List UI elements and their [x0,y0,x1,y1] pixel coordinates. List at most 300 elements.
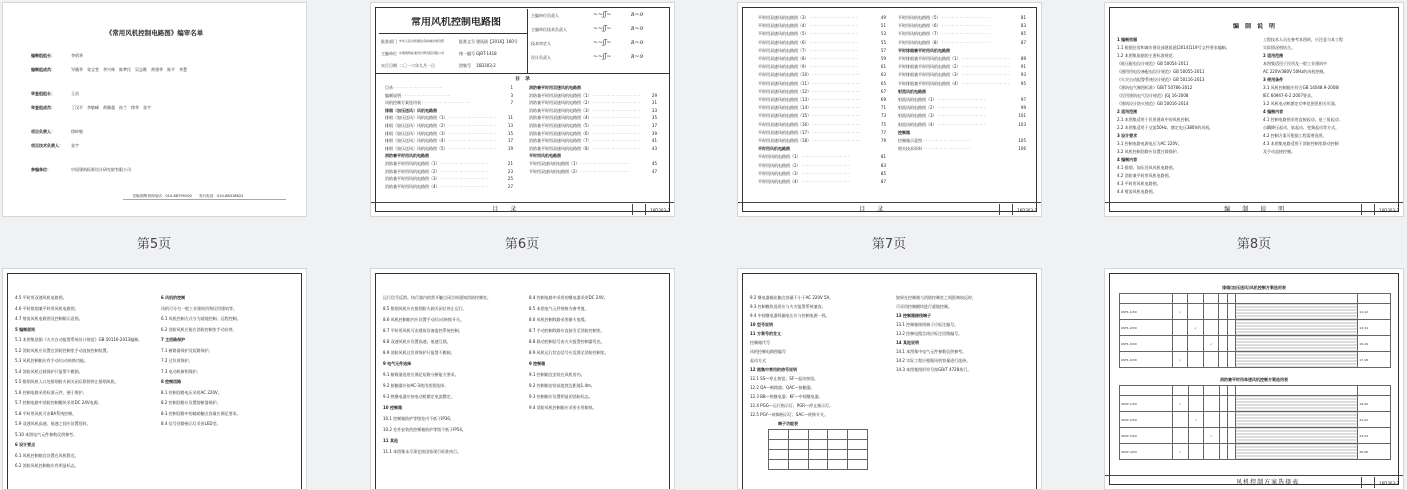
p6-toc-item[interactable] [385,161,513,166]
p7-toc-item[interactable] [758,130,886,135]
p7-tb-code: 16D303-2 [1017,208,1037,213]
p11-text-line: 10 型号说明 [750,322,773,327]
p11-text-line: 14.2 实际工程应根据风机容量进行选择。 [896,358,971,363]
p7-toc-item[interactable] [898,31,1026,36]
p6-toc-item[interactable] [385,100,513,105]
p5-roster-value: 丁汉平 李敏峰 黄顺超 孙兰 徐华 张宇 [71,105,151,110]
p11-text-line: 12 图集中常用的信号说明 [750,367,797,372]
p12t1-table-row[interactable] [1120,336,1391,352]
p7-toc-leader: · · · · · · · · · · · · · · · · · · · [811,80,860,86]
p7-toc-item[interactable] [758,105,886,110]
page-label-6[interactable]: 第6页 [504,237,540,252]
p7-toc-item-page: 77 [880,129,886,135]
p6-toc-item-page: 13 [507,123,513,128]
p6-toc-item-title: 排烟（加压送风）风机电路图 [385,107,437,113]
p8-text-line: 4.4 射流风机电路图。 [1117,189,1157,194]
p8-text-line: 4.2 消防兼平时用风机电路图。 [1117,173,1173,178]
p7-toc-item[interactable] [758,23,886,28]
p7-toc-item[interactable] [758,81,886,86]
p10-text-line: 9.3 控制箱应设置明显的消防标志。 [529,394,593,399]
p7-toc-item[interactable] [898,56,1026,61]
p12t2-table-row[interactable] [1120,412,1391,428]
p6-toc-item[interactable] [385,108,513,113]
p6-role-label: 技术审定人 [531,41,551,46]
p10-text-line: 8.6 风机控制箱内应设置手动/自动转换开关。 [383,317,464,322]
p7-toc-item-page: 49 [880,15,886,20]
p7-toc-item[interactable] [758,15,886,20]
p7-toc-item[interactable] [758,146,886,151]
p11-text-line: 13.2 控制电缆芯线应标注回路编号。 [896,331,963,336]
p12t2-scheme-code: XKXF-1/XX [1120,396,1173,412]
p6-toc-item[interactable] [529,138,657,143]
p7-toc-leader: · · · · · · · · · · · · · · · · · · · [808,56,857,61]
p7-toc-leader: · · · · · · · · · · · · · · · · · · · [960,72,1009,78]
p12t1-check-cell [1188,352,1204,368]
p6-toc-item[interactable] [385,153,513,158]
p12t2-check-cell: ✓ [1173,396,1188,412]
p7-toc-item[interactable] [758,56,886,61]
p6-toc-leader: · · · · · · · · · · · · · · · · · · · [591,123,640,128]
p12t2-table-head-cell [1358,386,1391,396]
p6-toc-item-page: 11 [507,115,513,121]
p7-toc-item[interactable] [898,48,1026,53]
p12t2-check-cell [1219,428,1227,444]
p12t2-page-cell: 23,24 [1358,428,1391,444]
p6-toc-item[interactable] [385,176,513,181]
p5-roster-value: 王昌 [71,91,79,96]
p6-toc-leader: · · · · · · · · · · · · · · · · · · · [591,115,640,121]
p12t1-page-cell: 15,16 [1358,336,1391,352]
p12t2-table-head-cell [1219,386,1227,396]
p7-toc-item-page: 59 [880,56,886,61]
p11-text-line: 9.2 继电器输出触点容量不小于AC 220V 5A。 [750,295,834,300]
p7-toc-item[interactable] [898,40,1026,45]
p8-text-line: 及手动直接控制。 [1263,149,1295,154]
p10-text-line: 9.1 控制箱宜安装在风机房内。 [529,372,585,377]
p7-toc-item-page: 73 [880,113,886,119]
p5-roster-key: 审查组组长： [31,91,55,96]
signature-image: ~~ʃʃ~ [593,53,612,60]
p12t2-check-cell: ✓ [1188,412,1203,428]
p8-text-line: 3.2 风机电动机额定功率范围见相关页面。 [1263,101,1339,106]
p12t1-table-row[interactable] [1120,320,1391,336]
p7-toc-item-page: 103 [1018,121,1026,127]
p11-text-line: 14.1 本图集中电气元件参数仅供参考。 [896,349,967,354]
p8-title-block [1105,202,1403,216]
p6-tb-name: 目 录 [492,206,520,213]
p12t2-table-row[interactable] [1120,396,1391,412]
p6-toc-item[interactable] [385,184,513,189]
p7-toc-item-title: 平时用双速风机电路图（15） [758,113,812,119]
p7-toc-item[interactable] [898,130,1026,135]
p12t1-desc-cell [1236,304,1358,320]
p7-toc-item-page: 55 [880,39,886,45]
p12t1-check-cell [1172,320,1188,336]
p12t2-check-cell [1204,396,1219,412]
p7-toc-item[interactable] [898,23,1026,28]
p6-toc-item-page: 33 [651,107,657,113]
p12t1-check-cell [1219,304,1227,320]
p7-toc-leader: · · · · · · · · · · · · · · · · · · · [811,88,860,94]
p7-toc-item-title: 射流风机电路图 [898,88,926,94]
p6-toc-leader: · · · · · · · · · · · · · · · · · · · [439,176,488,182]
p10-text-line: 8.9 消防风机过负荷保护只报警不跳闸。 [383,350,455,355]
p7-toc-item[interactable] [898,97,1026,102]
p7-tb-box [999,204,1013,215]
p6-toc-leader: · · · · · · · · · · · · · · · · · · · [591,138,640,144]
p12t2-scheme-code: XKXF-3/XX [1120,428,1173,444]
p7-toc-leader: · · · · · · · · · · · · · · · · · · · [808,23,857,29]
p9-text-line: 6.1 风机控制箱宜设置在风机附近。 [15,452,79,458]
p11-text-line: 14 其他说明 [896,340,919,345]
p12t1-table-head-cell [1188,294,1204,304]
p8-text-line: 3.1 控制电路电源电压为AC 220V。 [1117,141,1182,146]
page-thumbnail-7[interactable] [737,2,1042,217]
page-thumbnail-5[interactable] [2,2,307,217]
p8-text-line: 《低压配电设计规范》GB 50054-2011 [1117,61,1189,66]
p12t1-check-cell [1227,336,1235,352]
p6-unit-value: 中国建筑标准设计研究院有限公司 [399,51,445,55]
p10-text-line: 8.5 排烟风机应在排烟防火阀关闭后停止运行。 [383,306,467,311]
p7-toc-item[interactable] [898,122,1026,127]
p7-toc-item-page: 91 [1020,64,1026,70]
p11-text-line: 如果在控制箱与消防控制室之间距离较远时， [896,295,976,300]
p8-text-line: 《火灾自动报警系统设计规范》GB 50116-2013 [1117,77,1205,82]
p6-toc-item-title: 消防兼平时用双速风机电路图（3） [529,107,592,113]
p6-toc-item-title: 消防兼平时用双速风机电路图（8） [529,145,592,151]
page-thumbnail-9[interactable] [2,268,307,490]
p6-toc-item[interactable] [529,100,657,105]
p11-text-line: 12.4 PGG—运行指示灯；PGR—停止指示灯。 [750,403,834,408]
p10-text-line: 8.7 平时用风机可由建筑设备监控系统控制。 [383,328,463,333]
p12t2-table-head-cell [1236,386,1358,396]
p8-tb-box [1361,204,1375,215]
p7-toc-leader: · · · · · · · · · · · · · · · · · · · [922,146,971,152]
p7-toc-item[interactable] [758,171,886,176]
signature-image: ʀ~ɘ [631,11,644,18]
p7-toc-item-title: 平时用双速风机电路图（5） [758,31,809,37]
p9-text-line: 4.6 平时排烟兼平时用风机电路图。 [15,305,79,311]
p7-toc-item-title: 平时用双速风机电路图（3） [758,15,809,20]
p12t1-check-cell [1172,336,1188,352]
p6-toc-item-page: 3 [510,92,513,98]
p6-toc-item-title: 平时用双速风机电路图（1） [529,161,580,166]
p6-tb-code: 16D303-2 [650,208,670,213]
p10-text-line: 9 电气元件选择 [383,361,412,366]
p11-table-title: 端子功能表 [778,421,798,426]
p11-text-line: 11 方案号的含义 [750,331,781,336]
p7-toc-item-page: 105 [1018,138,1026,143]
p7-toc-item-title: 射流风机电路图（4） [898,121,937,127]
p7-toc-item-title: 射流风机电路图（2） [898,105,937,111]
p8-text-line: 2.2 本图集适用于交流50Hz、额定电压380V的风机。 [1117,125,1214,130]
p12t2-check-cell [1228,428,1236,444]
p12t1-table-row[interactable] [1120,304,1391,320]
p12t1-check-cell [1227,304,1235,320]
p7-toc-item-page: 83 [1020,23,1026,29]
p9-text-line: 4.5 平时用双速风机电路图。 [15,295,67,300]
p8-text-line: 4 编制内容 [1263,109,1284,114]
p12t1-page-cell: 17,18 [1358,352,1391,368]
p8-text-line: 2 适用范围 [1117,109,1138,114]
p7-toc-item-title: 平时用风机电路图（3） [758,170,801,176]
signature-image: ~~ʃʃ~ [593,39,612,46]
p6-toc-item[interactable] [529,115,657,120]
p7-toc-item-page: 87 [1020,39,1026,45]
p8-text-line: 4.2 控制方案可根据工程需要选用。 [1263,133,1327,138]
p12t2-check-cell [1173,412,1188,428]
p7-toc-item-page: 106 [1018,146,1026,152]
p7-toc-item-title: 平时用双速风机电路图（11） [758,80,812,86]
p7-toc-item[interactable] [758,72,886,77]
p12t2-check-cell [1228,396,1236,412]
page-thumbnail-10[interactable] [370,268,675,490]
p8-text-line: 4.1 控制电路图采用直接起动、星三角起动、 [1263,117,1343,122]
p6-toc-item-title: 消防兼平时用双速风机电路图 [529,85,581,90]
p6-toc-item-title: 目录 [385,85,393,90]
p12t2-check-cell [1188,444,1203,460]
p7-toc-item[interactable] [758,64,886,69]
p7-toc-item[interactable] [898,15,1026,20]
p6-toc-leader: · · · · · · · · · · · · · · · · · · · [401,92,450,98]
p6-toc-item[interactable] [529,85,657,90]
p6-toc-item[interactable] [529,123,657,128]
p7-toc-item-title: 平时排烟兼平时用风机电路图（3） [898,72,961,78]
p7-toc-item[interactable] [898,81,1026,86]
p6-toc-item[interactable] [385,93,513,98]
p7-toc-item[interactable] [898,89,1026,94]
p7-toc-item-title: 平时用风机电路图（8） [898,39,941,45]
p6-tb-box [632,204,646,215]
p12t1-page-cell: 11,12 [1358,304,1391,320]
p6-toc-item[interactable] [529,146,657,151]
p12t1-table-row[interactable] [1120,352,1391,368]
p6-toc-leader: · · · · · · · · · · · · · · · · · · · [579,168,628,174]
p12t2-check-cell [1219,396,1227,412]
p9-text-line: 4.7 射流风机电路图及控制箱示意图。 [15,316,83,321]
p10-text-line: 11.1 本图集未尽事宜按国家现行标准执行。 [383,449,462,454]
p7-toc-item[interactable] [898,105,1026,110]
p6-toc-item[interactable] [529,161,657,166]
p6-toc-leader: · · · · · · · · · · · · · · · · · · · [439,168,488,174]
p12t2-table-head-cell [1228,386,1236,396]
p7-tb-name: 目 录 [859,206,887,213]
p6-toc-item-title: 平时用双速风机电路图（2） [529,168,580,174]
p8-text-line: 《建筑设计防火规范》GB 50016-2014 [1117,101,1189,106]
p6-toc-item-title: 编制说明 [385,92,401,98]
p7-toc-item[interactable] [758,97,886,102]
p10-text-line: 10 控制箱 [383,405,402,410]
p12t1-scheme-code: XKF1-4/XX [1120,352,1173,368]
p6-toc-item-title: 消防兼平时用双速风机电路图（6） [529,130,592,136]
p6-toc-item-page: 27 [507,183,513,189]
p6-toc-item[interactable] [385,138,513,143]
p12-tb-code: 16D303-2 [1379,481,1399,486]
p6-toc-item[interactable] [385,115,513,120]
signature-image: ~~ʃʃ~ [593,25,612,32]
p6-toc-item[interactable] [385,146,513,151]
p7-toc-item[interactable] [758,48,886,53]
p6-toc-item[interactable] [529,169,657,174]
p12-title-block [1105,475,1403,489]
p7-toc-item-title: 控制箱 [898,129,910,135]
signature-image: ʀ~ɘ [631,53,644,60]
p7-toc-item-title: 平时用风机电路图（4） [758,179,801,184]
p6-date-label: 实行日期 [381,63,397,68]
p6-toc-item-page: 37 [651,123,657,128]
p6-toc-item-title: 消防兼平时用双速风机电路图（4） [529,115,592,121]
p12t2-page-cell: 25,26 [1358,444,1391,460]
p6-toc-leader: · · · · · · · · · · · · · · · · · · · [591,107,640,113]
p7-toc-item[interactable] [898,138,1026,143]
p10-text-line: 10.2 室外安装的控制箱防护等级不低于IP54。 [383,427,466,432]
p7-toc-item[interactable] [898,113,1026,118]
p6-toc-item[interactable] [385,169,513,174]
p9-text-line: 8.3 控制回路中的辅助触点容量应满足要求。 [161,410,241,416]
p9-text-line: 8.2 控制回路应设置熔断器保护。 [161,400,221,405]
p7-toc-item-title: 平时排烟兼平时用风机电路图 [898,47,950,53]
p7-toc-item-title: 平时用风机电路图（7） [898,31,941,37]
p7-toc-item-page: 85 [880,170,886,176]
p7-toc-item-page: 67 [880,88,886,94]
p12t1-check-cell: ✓ [1172,304,1188,320]
p7-toc-item[interactable] [758,122,886,127]
p12t2-page-cell: 21,22 [1358,412,1391,428]
p7-toc-item[interactable] [758,40,886,45]
p7-toc-item[interactable] [758,113,886,118]
p7-title-block [738,202,1041,216]
p9-text-line: 7.2 过负荷保护。 [161,358,193,363]
p5-footer-phone: 国标图集咨询电话：010-68799100 发行电话：010-68318822 [133,194,244,198]
p9-text-line: 5.6 控制电路采用标准元件，便于维护。 [15,389,87,395]
p6-toc-leader: · · · · · · · · · · · · · · · · · · · [393,85,442,90]
p9-text-line: 8.1 控制回路电压采用AC 220V。 [161,389,222,395]
p12t1-table-head-cell [1203,294,1219,304]
p11-text-line: 13 控制箱接线端子 [896,313,931,318]
p7-toc-item[interactable] [758,154,886,159]
p8-text-line: 1.1 根据住房和城乡建设部建质函[2014]119号文件要求编制。 [1117,45,1230,50]
p7-toc-item-title: 平时用双速风机电路图（12） [758,88,812,94]
p8-text-line: 《建筑电气制图标准》GB/T 50786-2012 [1117,85,1193,90]
page-thumbnail-8[interactable] [1104,2,1404,217]
p10-text-line: 8.9 风机运行状态信号应反馈至消防控制室。 [529,350,609,355]
p10-text-line: 9.2 控制箱安装高度底边距地1.4m。 [529,383,595,388]
p6-no-value: 16D303-2 [476,63,496,68]
p12t2-table-head-cell [1120,386,1173,396]
p9-text-line: 6 风机的控制 [161,295,186,300]
p9-text-line: 5.7 控制电路中消防控制模块采用DC 24V电源。 [15,400,102,405]
p6-no-label: 图集号 [459,63,471,68]
p6-toc-leader: · · · · · · · · · · · · · · · · · · · [579,161,628,166]
p6-toc-item-title: 排烟（加压送风）风机电路图（5） [385,145,448,151]
p7-toc-item-page: 75 [880,121,886,127]
p9-text-line: 5.3 风机控制箱应有手动/自动转换功能。 [15,358,88,363]
p9-text-line: 5.8 平时用风机可由BA系统控制。 [15,410,77,416]
p10-text-line: 8.8 双速风机应设置高速、低速互锁。 [383,339,451,344]
p7-toc-leader: · · · · · · · · · · · · · · · · · · · [960,80,1009,86]
p12t2-table-row[interactable] [1120,444,1391,460]
p6-toc-item[interactable] [385,85,513,90]
p7-toc-item[interactable] [758,89,886,94]
p7-toc-item-title: 平时用双速风机电路图（7） [758,47,809,53]
p7-toc-item[interactable] [758,179,886,184]
p7-toc-item-title: 平时用双速风机电路图（17） [758,129,812,135]
p6-toc-leader: · · · · · · · · · · · · · · · · · · · [447,138,496,144]
p6-toc-item[interactable] [529,131,657,136]
p7-toc-item[interactable] [758,31,886,36]
p7-toc-item[interactable] [898,72,1026,77]
p9-text-line: 7.3 电动机断相保护。 [161,368,201,374]
p6-toc-item[interactable] [385,123,513,128]
p11-terminal-table [768,429,868,470]
p6-toc-item-title: 消防兼平时用风机电路图 [385,153,429,159]
page-label-7[interactable]: 第7页 [871,237,907,252]
p5-title: 《常用风机控制电路图》编审名单 [105,29,204,37]
p6-toc-item[interactable] [529,108,657,113]
p12t2-scheme-table [1119,385,1391,460]
p12t2-check-cell: ✓ [1173,444,1188,460]
p6-role-label: 主编单位技术负责人 [531,27,567,32]
p12t1-desc-cell [1236,320,1358,336]
page-thumbnail-6[interactable] [370,2,675,217]
p10-text-line: 11 其他 [383,438,398,443]
p9-text-line: 6.2 消防风机控制箱应有明显标志。 [15,463,79,468]
p9-text-line: 5.9 双速风机高速、低速之间应设置延时。 [15,421,91,426]
page-label-8[interactable]: 第8页 [1236,237,1272,252]
p6-toc-item[interactable] [529,153,657,158]
p6-toc-item[interactable] [529,93,657,98]
p12-tb-box [1361,477,1375,488]
p6-toc-item-page: 39 [651,130,657,136]
p12t2-table-row[interactable] [1120,428,1391,444]
page-thumbnail-11[interactable] [737,268,1042,490]
p8-text-line: 《民用建筑电气设计规范》JGJ 16-2008 [1117,93,1189,98]
p7-toc-item-page: 97 [1020,97,1026,102]
p12t2-check-cell [1228,412,1236,428]
p6-toc-item-title: 排烟（加压送风）风机电路图（4） [385,138,448,144]
p7-toc-item[interactable] [898,146,1026,151]
p7-toc-leader: · · · · · · · · · · · · · · · · · · · [811,121,860,127]
p7-toc-leader: · · · · · · · · · · · · · · · · · · · [811,72,860,78]
p7-toc-leader: · · · · · · · · · · · · · · · · · · · [936,105,985,111]
p7-toc-item-page: 63 [880,72,886,78]
p12t1-check-cell [1203,320,1219,336]
p7-toc-leader: · · · · · · · · · · · · · · · · · · · [940,39,989,45]
signature-image: ʀ~ɘ [631,25,644,32]
p7-toc-leader: · · · · · · · · · · · · · · · · · · · [800,179,849,184]
p7-toc-item[interactable] [758,138,886,143]
p9-text-line: 5.1 本图集依据《火灾自动报警系统设计规范》GB 50116-2013编制。 [15,337,143,342]
page-thumbnail-12[interactable] [1104,268,1404,490]
p12t2-check-cell [1188,396,1203,412]
p6-title-block [371,202,674,216]
p12t2-check-cell: ✓ [1204,428,1219,444]
p12t1-table-head-cell [1358,294,1391,304]
p7-toc-item-title: 平时用双速风机电路图（10） [758,72,812,78]
p7-toc-item[interactable] [898,64,1026,69]
p7-toc-item-page: 93 [1020,72,1026,78]
p7-toc-leader: · · · · · · · · · · · · · · · · · · · [808,64,857,70]
p7-toc-item[interactable] [758,163,886,168]
page-label-5[interactable]: 第5页 [136,237,172,252]
signature-image: ʀ~ɘ [631,39,644,46]
p12t1-check-cell [1188,336,1204,352]
p12-tb-name: 风机控制方案选择表 [1236,479,1300,486]
p8-text-line: AC 220V/380V 50Hz的风机控制。 [1263,69,1328,74]
p6-toc-item[interactable] [385,131,513,136]
p12t1-table-head-cell [1227,294,1235,304]
p7-toc-item-title: 平时用双速风机电路图（14） [758,105,812,111]
